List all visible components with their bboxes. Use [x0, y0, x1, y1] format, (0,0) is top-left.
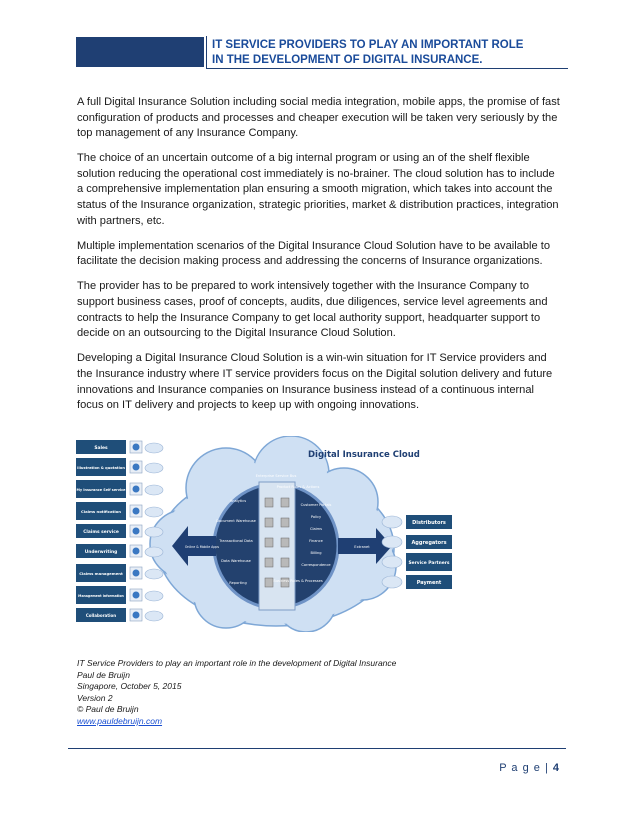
- caption-copyright: © Paul de Bruijn: [77, 704, 139, 715]
- module-label: Correspondence: [301, 563, 331, 567]
- document-caption: [77, 658, 396, 728]
- page-number-value: 4: [552, 762, 560, 774]
- caption-location-date: Singapore, October 5, 2015: [77, 681, 182, 692]
- partner-label: Payment: [416, 580, 442, 586]
- small-cloud-icons: [145, 443, 163, 621]
- paragraph: Multiple implementation scenarios of the Digital Insurance Cloud Solution have to be available to facilitate the decision making process and addressing the concerns of Insurance organizations.: [77, 239, 550, 268]
- channel-label: Sales: [94, 446, 108, 451]
- paragraph: A full Digital Insurance Solution including social media integration, mobile apps, the promise of fast configuration of products and processes and cheaper execution will be taken very seriously by the top management of any Insurance Company.: [77, 96, 560, 140]
- channel-label: Underwriting: [84, 550, 118, 555]
- module-label: Data Warehouse: [221, 559, 251, 563]
- module-label: Claims: [309, 527, 323, 531]
- left-channel-list: [76, 440, 126, 622]
- paragraph: The provider has to be prepared to work intensively together with the Insurance Company to support business cases, proof of concepts, audits, due diligences, service level agreements and contracts to help the Insurance Company to get local authority support, headquarter support to decide on an outsourcing to the Digital Insurance Cloud Solution.: [77, 280, 548, 340]
- title-line-2: IN THE DEVELOPMENT OF DIGITAL INSURANCE.: [212, 54, 483, 66]
- channel-label: Claims management: [79, 571, 123, 576]
- module-label: Reporting: [229, 581, 247, 585]
- module-label: Product Rules & Actions: [276, 485, 320, 489]
- partner-label: Service Partners: [408, 561, 450, 566]
- channel-label: Collaboration: [85, 613, 117, 618]
- caption-author: Paul de Bruijn: [77, 669, 130, 680]
- partner-label: Aggregators: [411, 540, 447, 546]
- module-label: Finance: [309, 539, 323, 543]
- header-divider: [206, 36, 207, 69]
- channel-label: Illustration & quotation: [77, 466, 125, 470]
- cloud-title: Digital Insurance Cloud: [308, 450, 420, 460]
- channel-label: My Insurance Self service: [76, 488, 126, 492]
- caption-title: IT Service Providers to play an important role in the development of Digital Insurance: [77, 658, 397, 668]
- document-title: [212, 38, 572, 68]
- module-label: Policy: [310, 515, 322, 519]
- right-arrow-label: Extranet: [354, 545, 370, 549]
- header-color-block: [76, 37, 204, 67]
- left-arrow-label: Online & Mobile Apps: [184, 545, 220, 549]
- channel-label: Management information: [78, 594, 124, 598]
- module-label: Customer Portals: [300, 503, 332, 507]
- channel-label: Claims notification: [81, 509, 121, 514]
- partner-list: [406, 515, 452, 589]
- module-label: Analytics: [229, 499, 247, 503]
- channel-label: Claims service: [83, 530, 119, 535]
- author-website-link[interactable]: www.pauldebruijn.com: [77, 715, 163, 726]
- module-label: Business Rules & Processes: [273, 579, 323, 583]
- header-rule: [206, 68, 568, 69]
- page-prefix: P a g e |: [499, 762, 549, 774]
- module-label: Transactional Data: [219, 539, 253, 543]
- caption-version: Version 2: [77, 692, 113, 703]
- body-text: [77, 95, 563, 423]
- title-line-1: IT SERVICE PROVIDERS TO PLAY AN IMPORTANT ROLE: [212, 39, 524, 51]
- paragraph: The choice of an uncertain outcome of a big internal program or using an of the shelf flexible solution reducing the operational cost immediately is no-brainer. The cloud solution has to include a comprehensive implementation plan ensuring a smooth migration, which takes into account the status of the Insurance organization, strategic priorities, market & distribution practices, integration with partners, etc.: [77, 152, 559, 227]
- channel-icons: [130, 441, 142, 621]
- module-label: Billing: [310, 551, 322, 555]
- page-number: [499, 762, 560, 774]
- module-label: Document Warehouse: [216, 519, 256, 523]
- digital-insurance-cloud-diagram: [76, 436, 562, 632]
- bus-label: Enterprise Service Bus: [255, 474, 297, 478]
- partner-label: Distributors: [412, 520, 446, 526]
- footer-rule: [68, 748, 566, 749]
- bus-bar: [259, 482, 295, 610]
- paragraph: Developing a Digital Insurance Cloud Solution is a win-win situation for IT Service providers and the Insurance industry where IT service providers focus on the Digital solution delivery and future innovations and Insurance companies on Insurance business instead of a continuous internal focus on IT delivery and projects to keep up with ongoing innovations.: [77, 352, 553, 412]
